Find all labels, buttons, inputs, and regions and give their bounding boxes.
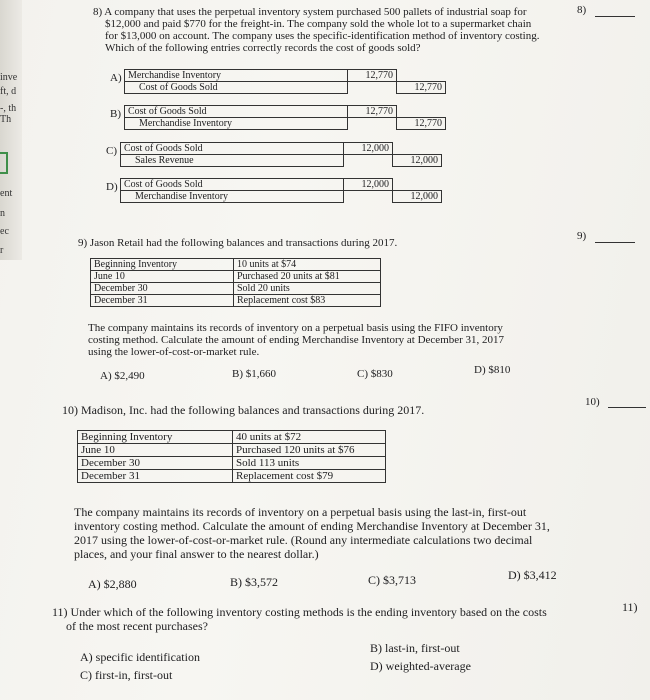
credit-account: Cost of Goods Sold: [125, 82, 348, 94]
margin-fragment: ft, d: [0, 86, 17, 97]
q9-option-c[interactable]: C) $830: [357, 368, 393, 380]
q8-option-a-letter[interactable]: A): [110, 72, 122, 84]
q11-line: of the most recent purchases?: [66, 619, 208, 633]
q8-option-b-letter[interactable]: B): [110, 108, 121, 120]
debit-account: Merchandise Inventory: [125, 70, 348, 82]
q10-body-line: inventory costing method. Calculate the amount of ending Merchandise Inventory at December 31,: [74, 519, 550, 533]
margin-fragment: inve: [0, 72, 18, 83]
table-cell: 40 units at $72: [233, 431, 386, 444]
q9-option-a[interactable]: A) $2,490: [100, 370, 145, 382]
q8-line: $12,000 and paid $770 for the freight-in. The company sold the whole lot to a supermarket chain: [105, 18, 532, 30]
q8-answer-label: 8): [577, 4, 587, 16]
table-cell: June 10: [91, 271, 234, 283]
margin-fragment: n: [0, 208, 5, 219]
q11-option-d[interactable]: D) weighted-average: [370, 659, 471, 673]
q10-option-b[interactable]: B) $3,572: [230, 575, 278, 589]
q11-stem: [52, 605, 612, 633]
debit-account: Cost of Goods Sold: [121, 179, 344, 191]
q10-option-c[interactable]: C) $3,713: [368, 573, 416, 587]
table-cell: Sold 20 units: [234, 283, 381, 295]
q9-body-line: costing method. Calculate the amount of ending Merchandise Inventory at December 31, 2017: [88, 334, 505, 346]
margin-fragment: -, th: [0, 103, 17, 114]
q11-option-c[interactable]: C) first-in, first-out: [80, 668, 173, 682]
q8-option-d-entry: [120, 178, 442, 203]
q8-line: 8) A company that uses the perpetual inventory system purchased 500 pallets of industrial soap for: [93, 6, 527, 18]
credit-account: Merchandise Inventory: [125, 118, 348, 130]
debit-account: Cost of Goods Sold: [125, 106, 348, 118]
debit-amount: 12,000: [344, 179, 393, 191]
margin-fragment: ent: [0, 188, 13, 199]
q8-answer-blank[interactable]: [595, 16, 635, 17]
q10-body-line: 2017 using the lower-of-cost-or-market rule. (Round any intermediate calculations two decimal: [74, 533, 533, 547]
table-cell: December 30: [78, 457, 233, 470]
q11-option-a[interactable]: A) specific identification: [80, 650, 200, 664]
q9-answer-blank[interactable]: [595, 242, 635, 243]
q9-answer-label: 9): [577, 230, 587, 242]
q10-body: [74, 505, 634, 561]
table-row: [91, 271, 381, 283]
adjacent-page-edge: [0, 0, 22, 260]
q10-intro: 10) Madison, Inc. had the following balances and transactions during 2017.: [62, 403, 425, 417]
q8-option-b-entry: [124, 105, 446, 130]
table-cell: Replacement cost $79: [233, 470, 386, 483]
q10-option-a[interactable]: A) $2,880: [88, 577, 137, 591]
q8-stem: [93, 6, 553, 54]
q9-option-d[interactable]: D) $810: [474, 364, 511, 376]
credit-amount: 12,000: [393, 155, 442, 167]
q9-balance-table: [90, 258, 381, 307]
q8-option-a-entry: [124, 69, 446, 94]
green-bracket-mark: [0, 152, 8, 174]
table-cell: December 31: [78, 470, 233, 483]
q9-option-b[interactable]: B) $1,660: [232, 368, 276, 380]
q11-option-b[interactable]: B) last-in, first-out: [370, 641, 460, 655]
table-cell: Purchased 20 units at $81: [234, 271, 381, 283]
q11-answer-label: 11): [622, 600, 638, 614]
credit-amount: 12,770: [397, 118, 446, 130]
q9-body-line: The company maintains its records of inventory on a perpetual basis using the FIFO inventory: [88, 322, 503, 334]
table-cell: 10 units at $74: [234, 259, 381, 271]
table-row: [78, 431, 386, 444]
debit-amount: 12,770: [348, 70, 397, 82]
table-row: [78, 470, 386, 483]
credit-account: Sales Revenue: [121, 155, 344, 167]
table-cell: December 31: [91, 295, 234, 307]
table-cell: Sold 113 units: [233, 457, 386, 470]
q10-option-d[interactable]: D) $3,412: [508, 568, 557, 582]
q8-option-c-letter[interactable]: C): [106, 145, 117, 157]
credit-account: Merchandise Inventory: [121, 191, 344, 203]
table-cell: Beginning Inventory: [78, 431, 233, 444]
q9-body-line: using the lower-of-cost-or-market rule.: [88, 346, 260, 358]
q10-answer-blank[interactable]: [608, 407, 646, 408]
q8-option-c-entry: [120, 142, 442, 167]
q10-body-line: places, and your final answer to the nearest dollar.): [74, 547, 319, 561]
table-row: [78, 457, 386, 470]
debit-amount: 12,770: [348, 106, 397, 118]
table-row: [78, 444, 386, 457]
table-cell: June 10: [78, 444, 233, 457]
table-cell: December 30: [91, 283, 234, 295]
margin-fragment: ec: [0, 226, 9, 237]
q8-line: for $13,000 on account. The company uses the specific-identification method of inventory costing.: [105, 30, 540, 42]
q8-line: Which of the following entries correctly records the cost of goods sold?: [105, 42, 421, 54]
debit-account: Cost of Goods Sold: [121, 143, 344, 155]
credit-amount: 12,000: [393, 191, 442, 203]
q9-body: [88, 322, 568, 358]
margin-fragment: Th: [0, 114, 12, 125]
table-row: [91, 259, 381, 271]
table-row: [91, 283, 381, 295]
table-row: [91, 295, 381, 307]
table-cell: Purchased 120 units at $76: [233, 444, 386, 457]
q9-intro: 9) Jason Retail had the following balances and transactions during 2017.: [78, 237, 398, 249]
margin-fragment: r: [0, 245, 4, 256]
table-cell: Beginning Inventory: [91, 259, 234, 271]
table-cell: Replacement cost $83: [234, 295, 381, 307]
q10-body-line: The company maintains its records of inventory on a perpetual basis using the last-in, first-out: [74, 505, 527, 519]
q11-line: 11) Under which of the following inventory costing methods is the ending inventory based on the costs: [52, 605, 547, 619]
credit-amount: 12,770: [397, 82, 446, 94]
q10-balance-table: [77, 430, 386, 483]
q8-option-d-letter[interactable]: D): [106, 181, 118, 193]
debit-amount: 12,000: [344, 143, 393, 155]
q10-answer-label: 10): [585, 396, 600, 408]
